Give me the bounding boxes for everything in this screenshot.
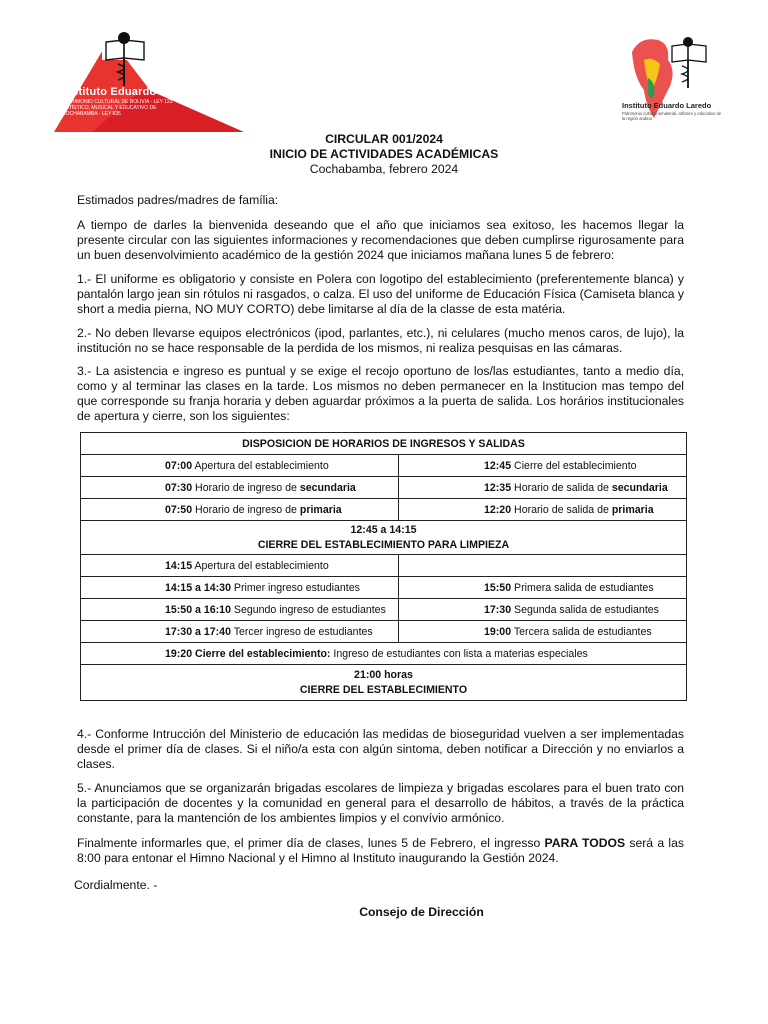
schedule-cell [81,499,399,521]
table-row [81,599,687,621]
description: Primera salida de estudiantes [511,581,654,594]
final-text-2: será a las 8:00 para entonar el Himno Nacional y el Himno al Instituto inaugurando la Gestión 2024. [77,836,684,865]
level: primaria [611,503,654,516]
schedule-cell [399,477,687,499]
signature: Consejo de Dirección [359,905,484,919]
item-3-attendance: 3.- La asistencia e ingreso es puntual y se exige el recojo oportuno de los/las estudiantes, tanto a medio día, como y al terminar las clases en la tarde. Los mismos no deben permanecer en la Institucion mas tempo del que corresponde su franja horaria y deben aguardar próximos a la puerta de salida. Los horários institucionales de apertura y cierre, son los siguientes: [77,364,684,423]
time: 15:50 a 16:10 [165,603,231,616]
time: 12:20 [484,503,512,516]
table-row [81,555,687,577]
circular-date: Cochabamba, febrero 2024 [309,162,459,176]
time: 14:15 a 14:30 [165,581,231,594]
schedule-cell [81,577,399,599]
description: Apertura del establecimiento [192,559,329,572]
schedule-cell [81,599,399,621]
schedule-cell [399,555,687,577]
time: 17:30 [484,603,512,616]
time: 19:20 [165,647,193,660]
table-row [81,621,687,643]
logo-right-subtitle: Patrimonio cultural inmaterial, artístico y educativo de la región andina [622,111,722,121]
time: 07:50 [165,503,193,516]
final-text-emphasis: PARA TODOS [544,836,626,850]
final-label: CIERRE DEL ESTABLECIMIENTO [299,683,468,696]
closing: Cordialmente. - [74,878,158,892]
table-title: DISPOSICION DE HORARIOS DE INGRESOS Y SALIDAS [81,433,687,455]
final-time: 21:00 horas [354,668,413,681]
time: 07:00 [165,459,193,472]
level: secundaria [299,481,356,494]
circular-title: INICIO DE ACTIVIDADES ACADÉMICAS [269,147,499,161]
table-row [81,477,687,499]
schedule-cell [81,555,399,577]
schedule-cell [81,477,399,499]
table-row [81,455,687,477]
break-time: 12:45 a 14:15 [350,523,417,536]
logo-right-name: Instituto Eduardo Laredo [622,101,712,110]
time: 19:00 [484,625,512,638]
schedule-cell [399,599,687,621]
description: Horario de salida de [511,481,612,494]
table-row-evening [81,643,687,665]
time: 12:35 [484,481,512,494]
cleaning-break-cell [81,521,687,555]
final-paragraph [77,836,684,866]
item-2-electronics: 2.- No deben llevarse equipos electrónicos (ipod, parlantes, etc.), ni celulares (mucho menos caros, de lujo), la institución no se hace responsable de la perdida de los mismos, ni realiza pesquisas en las cámaras. [77,326,684,355]
item-5-brigades: 5.- Anunciamos que se organizarán brigadas escolares de limpieza y brigadas escolares para el buen trato con la participación de docentes y la comunidad en general para el desarrollo de hábitos, a través de la práctica constante, para la mantención de los ambientes limpios y el convívio armónico. [77,781,684,825]
schedule-cell [399,499,687,521]
description: Tercer ingreso de estudiantes [230,625,373,638]
table-title-row [81,433,687,455]
schedule-cell [399,455,687,477]
time: 15:50 [484,581,512,594]
greeting: Estimados padres/madres de família: [77,193,279,207]
schedule-cell [81,621,399,643]
table-row-final [81,665,687,701]
schedule-cell [399,621,687,643]
description: Segunda salida de estudiantes [511,603,659,616]
description: Horario de salida de [511,503,612,516]
description: Segundo ingreso de estudiantes [230,603,386,616]
description: Ingreso de estudiantes con lista a materias especiales [330,647,588,660]
level: primaria [299,503,342,516]
circular-number: CIRCULAR 001/2024 [325,132,443,146]
intro-paragraph: A tiempo de darles la bienvenida deseando que el año que iniciamos sea exitoso, les hacemos llegar la presente circular con las siguientes informaciones y recomendaciones que deben cumplirse rigurosamente para un buen desenvolvimiento académico de la gestión 2024 que iniciamos mañana lunes 5 de febrero: [77,218,684,262]
evening-label: Cierre del establecimiento: [192,647,331,660]
schedule-table [80,432,687,701]
time: 17:30 a 17:40 [165,625,231,638]
table-row [81,499,687,521]
table-row [81,577,687,599]
final-closing-cell [81,665,687,701]
table-row-break [81,521,687,555]
description: Cierre del establecimiento [511,459,637,472]
level: secundaria [611,481,668,494]
description: Tercera salida de estudiantes [511,625,652,638]
logo-left-subtitle: PATRIMONIO CULTURAL DE BOLIVIA - LEY 123 ARTÍSTICO, MUSICAL Y EDUCATIVO DE COCHABAMBA - LEY 835 [62,99,173,117]
schedule-cell [81,455,399,477]
time: 12:45 [484,459,512,472]
time: 14:15 [165,559,193,572]
description: Horario de ingreso de [192,481,300,494]
break-label: CIERRE DEL ESTABLECIMIENTO PARA LIMPIEZA [257,538,510,551]
description: Primer ingreso estudiantes [230,581,360,594]
time: 07:30 [165,481,193,494]
item-4-biosecurity: 4.- Conforme Intrucción del Ministerio de educación las medidas de bioseguridad vuelven a ser implementadas desde el primer día de clases. Si el niño/a esta con algún sintoma, deben notificar a Dirección y no enviarlos a clases. [77,727,684,771]
item-1-uniform: 1.- El uniforme es obligatorio y consiste en Polera con logotipo del establecimiento (preferentemente blanca) y pantalón largo jean sin rótulos ni rasgados, o calza. El uso del uniforme de Educación Física (Camiseta blanca y short a media pierna, NO MUY CORTO) debe limitarse al día de la classe de esta matéria. [77,272,684,316]
logo-left-name: Instituto Eduardo Laredo [62,86,198,98]
description: Apertura del establecimiento [192,459,329,472]
description: Horario de ingreso de [192,503,300,516]
final-text-1: Finalmente informarles que, el primer día de clases, lunes 5 de Febrero, el ingresso [77,836,545,850]
evening-cell [81,643,687,665]
circular-header [0,132,768,177]
schedule-cell [399,577,687,599]
